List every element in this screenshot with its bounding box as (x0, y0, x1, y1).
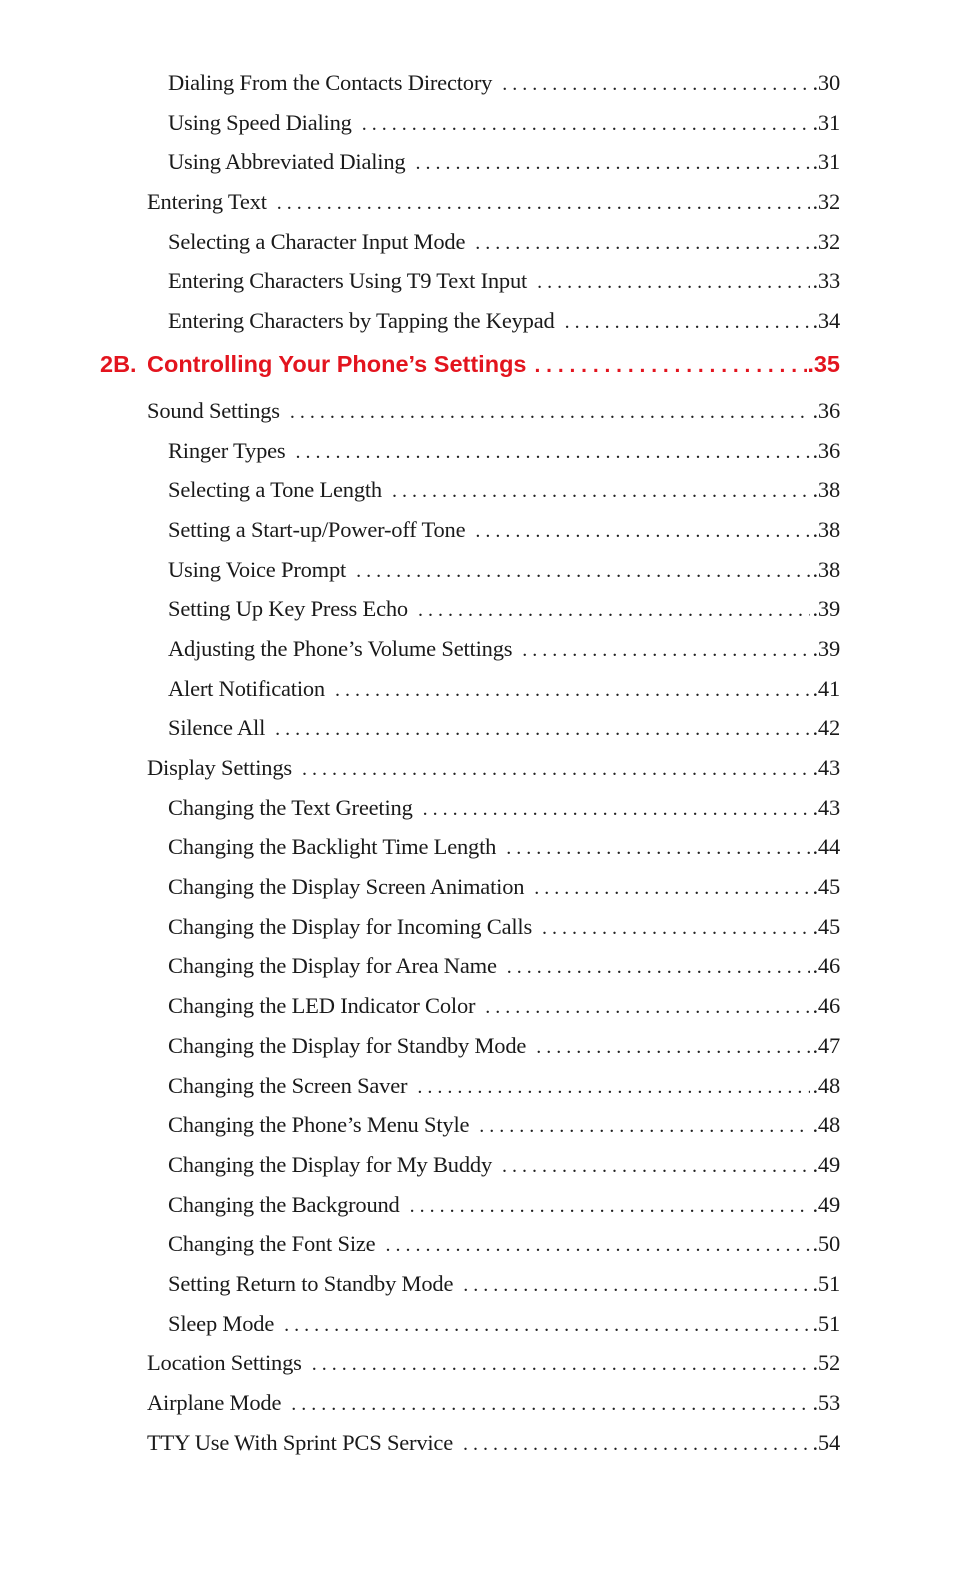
toc-entry-title: Display Settings (147, 755, 292, 780)
toc-entry-page-number: .54 (812, 1429, 840, 1455)
toc-entry-page-number: .49 (812, 1151, 840, 1177)
dot-leader (502, 1155, 810, 1178)
dot-leader (475, 520, 810, 543)
toc-entry-page-number: .36 (812, 397, 840, 423)
dot-leader (290, 401, 811, 424)
toc-entry-page-number: .32 (812, 228, 840, 254)
toc-entry[interactable] (0, 1350, 954, 1390)
toc-entry[interactable] (0, 438, 954, 478)
toc-entry-title: Selecting a Character Input Mode (168, 228, 466, 254)
toc-entry-title: Changing the Display for Area Name (168, 953, 497, 979)
dot-leader (410, 1195, 811, 1218)
dot-leader (284, 1314, 810, 1337)
toc-entry[interactable] (0, 715, 954, 755)
toc-entry-title: Changing the Background (168, 1191, 400, 1217)
dot-leader (537, 271, 810, 294)
toc-section-before (0, 70, 954, 348)
toc-entry-title: Changing the LED Indicator Color (168, 993, 476, 1019)
toc-entry[interactable] (0, 229, 954, 269)
toc-entry[interactable] (0, 874, 954, 914)
toc-entry-page-number: .39 (812, 635, 840, 661)
toc-entry-title: Changing the Display Screen Animation (168, 874, 525, 900)
dot-leader (392, 480, 810, 503)
toc-entry-title: Entering Characters by Tapping the Keypad (168, 308, 555, 334)
dot-leader (277, 192, 811, 215)
dot-leader (536, 1036, 810, 1059)
toc-entry[interactable] (0, 1152, 954, 1192)
dot-leader (291, 1393, 810, 1416)
toc-entry[interactable] (0, 676, 954, 716)
toc-entry[interactable] (0, 1231, 954, 1271)
dot-leader (356, 560, 810, 583)
toc-entry[interactable] (0, 1033, 954, 1073)
toc-entry-title: Adjusting the Phone’s Volume Settings (168, 635, 513, 661)
dot-leader (423, 798, 811, 821)
dot-leader (302, 758, 811, 781)
toc-entry[interactable] (0, 993, 954, 1033)
toc-entry[interactable] (0, 596, 954, 636)
toc-entry-title: Changing the Text Greeting (168, 794, 413, 820)
dot-leader (534, 877, 810, 900)
toc-entry-title: Using Voice Prompt (168, 556, 347, 582)
toc-entry[interactable] (0, 308, 954, 348)
toc-entry-title: TTY Use With Sprint PCS Service (147, 1429, 454, 1455)
toc-entry-title: Entering Text (147, 189, 267, 215)
chapter-title: Controlling Your Phone’s Settings (147, 350, 527, 377)
dot-leader (535, 354, 808, 378)
toc-entry-title: Changing the Font Size (168, 1231, 376, 1257)
toc-entry-page-number: .44 (812, 834, 840, 860)
toc-entry[interactable] (0, 1430, 954, 1470)
toc-entry[interactable] (0, 517, 954, 557)
toc-entry-page-number: .38 (812, 477, 840, 503)
dot-leader (418, 599, 810, 622)
toc-entry-title: Changing the Backlight Time Length (168, 834, 497, 860)
toc-entry-title: Setting a Start-up/Power-off Tone (168, 516, 466, 542)
toc-entry[interactable] (0, 834, 954, 874)
dot-leader (385, 1234, 810, 1257)
dot-leader (479, 1115, 810, 1138)
dot-leader (417, 1076, 810, 1099)
chapter-page-number: .35 (807, 350, 840, 377)
toc-entry[interactable] (0, 1390, 954, 1430)
toc-entry-title: Setting Up Key Press Echo (168, 596, 408, 622)
toc-entry-page-number: .46 (812, 953, 840, 979)
toc-entry-page-number: .32 (812, 189, 840, 215)
toc-entry-page-number: .39 (812, 596, 840, 622)
toc-entry-page-number: .41 (812, 675, 840, 701)
toc-entry[interactable] (0, 1271, 954, 1311)
dot-leader (463, 1433, 810, 1456)
toc-entry-title: Ringer Types (168, 437, 286, 463)
toc-entry-page-number: .47 (812, 1032, 840, 1058)
toc-entry-title: Silence All (168, 715, 266, 741)
toc-entry[interactable] (0, 1311, 954, 1351)
chapter-number: 2B. (100, 350, 137, 377)
toc-entry-page-number: .45 (812, 913, 840, 939)
toc-entry-title: Changing the Display for Incoming Calls (168, 913, 533, 939)
dot-leader (463, 1274, 810, 1297)
toc-entry-page-number: .45 (812, 874, 840, 900)
toc-entry-page-number: .31 (812, 109, 840, 135)
toc-entry-title: Sound Settings (147, 397, 280, 423)
toc-entry-page-number: .34 (812, 308, 840, 334)
dot-leader (502, 73, 810, 96)
dot-leader (475, 232, 810, 255)
dot-leader (335, 679, 810, 702)
toc-entry-title: Dialing From the Contacts Directory (168, 70, 493, 95)
dot-leader (507, 956, 811, 979)
toc-entry[interactable] (0, 1073, 954, 1113)
dot-leader (295, 441, 810, 464)
toc-entry-title: Changing the Display for Standby Mode (168, 1032, 527, 1058)
toc-entry[interactable] (0, 268, 954, 308)
toc-entry-page-number: .33 (812, 268, 840, 294)
toc-entry[interactable] (0, 1192, 954, 1232)
toc-entry[interactable] (0, 953, 954, 993)
toc-entry[interactable] (0, 636, 954, 676)
toc-entry-title: Using Abbreviated Dialing (168, 149, 406, 175)
toc-entry-page-number: .38 (812, 556, 840, 582)
toc-entry[interactable] (0, 755, 954, 795)
table-of-contents (0, 70, 954, 1469)
toc-entry[interactable] (0, 557, 954, 597)
toc-entry[interactable] (0, 914, 954, 954)
toc-entry-page-number: .53 (812, 1390, 840, 1415)
toc-entry-page-number: .36 (812, 437, 840, 463)
toc-entry-title: Changing the Screen Saver (168, 1072, 408, 1098)
dot-leader (485, 996, 810, 1019)
toc-entry-title: Setting Return to Standby Mode (168, 1270, 454, 1296)
toc-entry-page-number: .46 (812, 993, 840, 1019)
toc-entry-title: Location Settings (147, 1350, 302, 1376)
toc-entry-title: Using Speed Dialing (168, 109, 352, 135)
dot-leader (522, 639, 810, 662)
toc-entry[interactable] (0, 795, 954, 835)
toc-entry-page-number: .51 (812, 1270, 840, 1296)
toc-entry-page-number: .38 (812, 516, 840, 542)
dot-leader (542, 917, 810, 940)
toc-entry-page-number: .50 (812, 1231, 840, 1257)
toc-entry[interactable] (0, 70, 954, 110)
toc-entry[interactable] (0, 110, 954, 150)
toc-entry-page-number: .30 (812, 70, 840, 95)
toc-entry-title: Sleep Mode (168, 1310, 275, 1336)
toc-entry-page-number: .31 (812, 149, 840, 175)
toc-entry-page-number: .48 (812, 1112, 840, 1138)
toc-entry-page-number: .49 (812, 1191, 840, 1217)
toc-entry[interactable] (0, 149, 954, 189)
toc-entry-title: Changing the Phone’s Menu Style (168, 1112, 470, 1138)
toc-section-after (0, 398, 954, 1470)
toc-entry[interactable] (0, 477, 954, 517)
toc-entry-page-number: .51 (812, 1310, 840, 1336)
toc-entry-title: Airplane Mode (147, 1390, 282, 1415)
chapter-heading[interactable] (0, 351, 954, 397)
dot-leader (506, 837, 810, 860)
toc-entry-page-number: .43 (812, 755, 840, 780)
toc-entry-title: Alert Notification (168, 675, 325, 701)
toc-entry-page-number: .43 (812, 794, 840, 820)
dot-leader (362, 113, 811, 136)
dot-leader (415, 152, 810, 175)
toc-entry-page-number: .52 (812, 1350, 840, 1376)
toc-entry-title: Selecting a Tone Length (168, 477, 382, 503)
dot-leader (565, 311, 811, 334)
toc-entry-page-number: .42 (812, 715, 840, 741)
toc-entry-title: Entering Characters Using T9 Text Input (168, 268, 528, 294)
toc-entry[interactable] (0, 398, 954, 438)
toc-entry-page-number: .48 (812, 1072, 840, 1098)
toc-entry[interactable] (0, 1112, 954, 1152)
toc-entry-title: Changing the Display for My Buddy (168, 1151, 493, 1177)
dot-leader (275, 718, 810, 741)
dot-leader (312, 1353, 811, 1376)
toc-entry[interactable] (0, 189, 954, 229)
